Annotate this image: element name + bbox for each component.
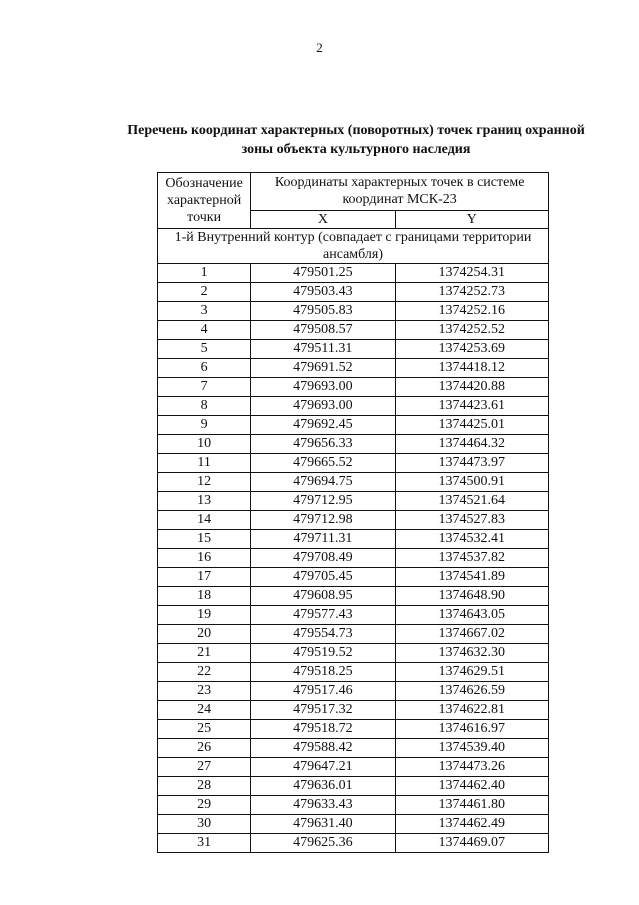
x-coordinate-cell: 479693.00 bbox=[251, 378, 395, 397]
point-number-cell: 13 bbox=[158, 492, 251, 511]
point-number-cell: 29 bbox=[158, 796, 251, 815]
table-row bbox=[158, 796, 549, 815]
x-coordinate-cell: 479705.45 bbox=[251, 568, 395, 587]
table-row bbox=[158, 644, 549, 663]
table-row bbox=[158, 264, 549, 283]
table-row bbox=[158, 777, 549, 796]
document-title-line-2: зоны объекта культурного наследия bbox=[241, 142, 471, 157]
point-number-cell: 2 bbox=[158, 283, 251, 302]
document-title bbox=[100, 121, 612, 159]
table-row bbox=[158, 815, 549, 834]
y-coordinate-cell: 1374254.31 bbox=[395, 264, 548, 283]
table-row bbox=[158, 321, 549, 340]
y-coordinate-cell: 1374648.90 bbox=[395, 587, 548, 606]
y-coordinate-cell: 1374622.81 bbox=[395, 701, 548, 720]
point-number-cell: 23 bbox=[158, 682, 251, 701]
y-coordinate-cell: 1374423.61 bbox=[395, 397, 548, 416]
x-coordinate-cell: 479631.40 bbox=[251, 815, 395, 834]
y-coordinate-cell: 1374252.52 bbox=[395, 321, 548, 340]
point-number-cell: 12 bbox=[158, 473, 251, 492]
x-coordinate-cell: 479511.31 bbox=[251, 340, 395, 359]
x-coordinate-cell: 479647.21 bbox=[251, 758, 395, 777]
y-coordinate-cell: 1374461.80 bbox=[395, 796, 548, 815]
table-row bbox=[158, 758, 549, 777]
x-coordinate-cell: 479711.31 bbox=[251, 530, 395, 549]
x-coordinate-cell: 479691.52 bbox=[251, 359, 395, 378]
x-coordinate-cell: 479665.52 bbox=[251, 454, 395, 473]
point-number-cell: 1 bbox=[158, 264, 251, 283]
point-number-cell: 17 bbox=[158, 568, 251, 587]
y-coordinate-cell: 1374541.89 bbox=[395, 568, 548, 587]
table-row bbox=[158, 834, 549, 853]
page-number: 2 bbox=[316, 40, 323, 55]
table-row bbox=[158, 739, 549, 758]
y-coordinate-cell: 1374643.05 bbox=[395, 606, 548, 625]
point-number-cell: 9 bbox=[158, 416, 251, 435]
y-coordinate-cell: 1374462.49 bbox=[395, 815, 548, 834]
y-coordinate-cell: 1374521.64 bbox=[395, 492, 548, 511]
y-coordinate-cell: 1374537.82 bbox=[395, 549, 548, 568]
table-row bbox=[158, 606, 549, 625]
table-row bbox=[158, 720, 549, 739]
point-number-cell: 22 bbox=[158, 663, 251, 682]
point-number-cell: 5 bbox=[158, 340, 251, 359]
x-coordinate-cell: 479694.75 bbox=[251, 473, 395, 492]
y-coordinate-cell: 1374626.59 bbox=[395, 682, 548, 701]
y-coordinate-cell: 1374252.73 bbox=[395, 283, 548, 302]
x-coordinate-cell: 479517.32 bbox=[251, 701, 395, 720]
table-row bbox=[158, 682, 549, 701]
table-row bbox=[158, 435, 549, 454]
y-coordinate-cell: 1374500.91 bbox=[395, 473, 548, 492]
point-number-cell: 28 bbox=[158, 777, 251, 796]
point-number-cell: 3 bbox=[158, 302, 251, 321]
table-row bbox=[158, 302, 549, 321]
point-number-cell: 26 bbox=[158, 739, 251, 758]
table-row bbox=[158, 454, 549, 473]
y-coordinate-cell: 1374629.51 bbox=[395, 663, 548, 682]
y-coordinate-cell: 1374539.40 bbox=[395, 739, 548, 758]
point-number-cell: 15 bbox=[158, 530, 251, 549]
x-coordinate-cell: 479588.42 bbox=[251, 739, 395, 758]
point-number-cell: 19 bbox=[158, 606, 251, 625]
point-number-cell: 4 bbox=[158, 321, 251, 340]
y-coordinate-cell: 1374667.02 bbox=[395, 625, 548, 644]
point-number-cell: 6 bbox=[158, 359, 251, 378]
x-coordinate-cell: 479519.52 bbox=[251, 644, 395, 663]
x-coordinate-cell: 479508.57 bbox=[251, 321, 395, 340]
table-row bbox=[158, 663, 549, 682]
table-row bbox=[158, 530, 549, 549]
table-row bbox=[158, 473, 549, 492]
header-x: X bbox=[251, 210, 395, 228]
point-number-cell: 20 bbox=[158, 625, 251, 644]
x-coordinate-cell: 479518.72 bbox=[251, 720, 395, 739]
x-coordinate-cell: 479501.25 bbox=[251, 264, 395, 283]
table-row bbox=[158, 549, 549, 568]
x-coordinate-cell: 479708.49 bbox=[251, 549, 395, 568]
x-coordinate-cell: 479505.83 bbox=[251, 302, 395, 321]
section-row bbox=[158, 229, 549, 264]
point-number-cell: 31 bbox=[158, 834, 251, 853]
table-row bbox=[158, 416, 549, 435]
y-coordinate-cell: 1374532.41 bbox=[395, 530, 548, 549]
y-coordinate-cell: 1374464.32 bbox=[395, 435, 548, 454]
y-coordinate-cell: 1374425.01 bbox=[395, 416, 548, 435]
point-number-cell: 14 bbox=[158, 511, 251, 530]
x-coordinate-cell: 479517.46 bbox=[251, 682, 395, 701]
point-number-cell: 27 bbox=[158, 758, 251, 777]
y-coordinate-cell: 1374253.69 bbox=[395, 340, 548, 359]
x-coordinate-cell: 479692.45 bbox=[251, 416, 395, 435]
x-coordinate-cell: 479633.43 bbox=[251, 796, 395, 815]
x-coordinate-cell: 479625.36 bbox=[251, 834, 395, 853]
point-number-cell: 21 bbox=[158, 644, 251, 663]
table-row bbox=[158, 511, 549, 530]
x-coordinate-cell: 479554.73 bbox=[251, 625, 395, 644]
y-coordinate-cell: 1374252.16 bbox=[395, 302, 548, 321]
y-coordinate-cell: 1374632.30 bbox=[395, 644, 548, 663]
x-coordinate-cell: 479656.33 bbox=[251, 435, 395, 454]
table-row bbox=[158, 625, 549, 644]
table-row bbox=[158, 701, 549, 720]
point-number-cell: 11 bbox=[158, 454, 251, 473]
table-row bbox=[158, 568, 549, 587]
section-title: 1-й Внутренний контур (совпадает с границами территории ансамбля) bbox=[158, 229, 549, 264]
y-coordinate-cell: 1374420.88 bbox=[395, 378, 548, 397]
point-number-cell: 30 bbox=[158, 815, 251, 834]
x-coordinate-cell: 479712.98 bbox=[251, 511, 395, 530]
x-coordinate-cell: 479503.43 bbox=[251, 283, 395, 302]
header-coordinate-system: Координаты характерных точек в системе координат МСК-23 bbox=[251, 173, 549, 211]
table-row bbox=[158, 340, 549, 359]
point-number-cell: 10 bbox=[158, 435, 251, 454]
table-row bbox=[158, 283, 549, 302]
y-coordinate-cell: 1374418.12 bbox=[395, 359, 548, 378]
y-coordinate-cell: 1374527.83 bbox=[395, 511, 548, 530]
coordinates-table bbox=[157, 172, 549, 853]
x-coordinate-cell: 479608.95 bbox=[251, 587, 395, 606]
x-coordinate-cell: 479518.25 bbox=[251, 663, 395, 682]
x-coordinate-cell: 479636.01 bbox=[251, 777, 395, 796]
table-row bbox=[158, 587, 549, 606]
y-coordinate-cell: 1374473.97 bbox=[395, 454, 548, 473]
point-number-cell: 24 bbox=[158, 701, 251, 720]
header-y: Y bbox=[395, 210, 548, 228]
point-number-cell: 8 bbox=[158, 397, 251, 416]
point-number-cell: 16 bbox=[158, 549, 251, 568]
point-number-cell: 25 bbox=[158, 720, 251, 739]
point-number-cell: 7 bbox=[158, 378, 251, 397]
y-coordinate-cell: 1374473.26 bbox=[395, 758, 548, 777]
header-point-designation: Обозначение характерной точки bbox=[158, 173, 251, 229]
x-coordinate-cell: 479693.00 bbox=[251, 397, 395, 416]
table-row bbox=[158, 359, 549, 378]
y-coordinate-cell: 1374616.97 bbox=[395, 720, 548, 739]
document-title-line-1: Перечень координат характерных (поворотных) точек границ охранной bbox=[127, 123, 585, 138]
y-coordinate-cell: 1374469.07 bbox=[395, 834, 548, 853]
table-row bbox=[158, 492, 549, 511]
x-coordinate-cell: 479577.43 bbox=[251, 606, 395, 625]
point-number-cell: 18 bbox=[158, 587, 251, 606]
x-coordinate-cell: 479712.95 bbox=[251, 492, 395, 511]
table-row bbox=[158, 378, 549, 397]
y-coordinate-cell: 1374462.40 bbox=[395, 777, 548, 796]
table-row bbox=[158, 397, 549, 416]
table-body bbox=[158, 229, 549, 853]
